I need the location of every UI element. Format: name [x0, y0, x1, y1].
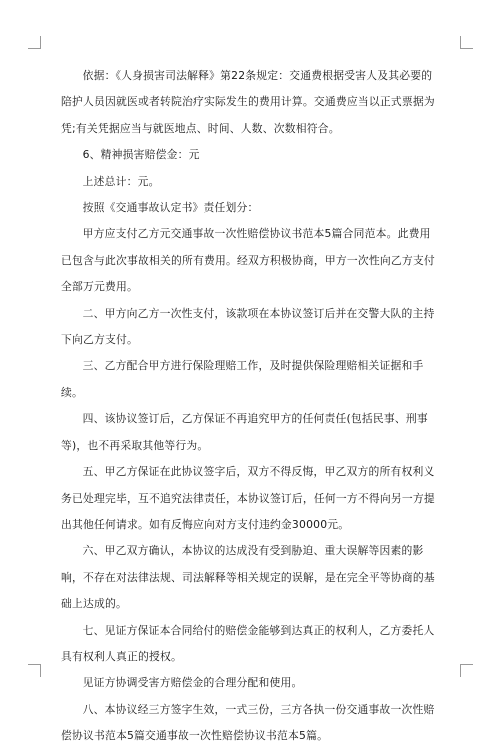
- crop-mark-top-right: [460, 36, 473, 49]
- paragraph-clause-6: 六、甲乙双方确认，本协议的达成没有受到胁迫、重大误解等因素的影响，不存在对法律法规、司法解释等相关规定的误解，是在完全平等协商的基础上达成的。: [61, 544, 435, 611]
- document-body: [61, 63, 441, 750]
- crop-mark-bottom-right: [460, 664, 473, 677]
- paragraph-legal-basis: 依据：《人身损害司法解释》第22条规定：交通费根据受害人及其必要的陪护人员因就医或者转院治疗实际发生的费用计算。交通费应当以正式票据为凭;有关凭据应当与就医地点、时间、人数、次数相符合。: [61, 69, 435, 135]
- paragraph-payment-amount: 甲方应支付乙方元交通事故一次性赔偿协议书范本5篇合同范本。此费用已包含与此次事故相关的所有费用。经双方积极协商，甲方一次性向乙方支付全部万元费用。: [61, 227, 435, 294]
- paragraph-total: 上述总计：元。: [82, 174, 160, 188]
- paragraph-clause-8: 八、本协议经三方签字生效，一式三份，三方各执一份交通事故一次性赔偿协议书范本5篇交通事故一次性赔偿协议书范本5篇。: [61, 702, 435, 743]
- paragraph-clause-5: 五、甲乙方保证在此协议签字后，双方不得反悔，甲乙双方的所有权利义务已处理完毕，互不追究法律责任，本协议签订后，任何一方不得向另一方提出其他任何请求。如有反悔应向对方支付违约金30000元。: [61, 465, 435, 531]
- paragraph-clause-3: 三、乙方配合甲方进行保险理赔工作，及时提供保险理赔相关证据和手续。: [61, 359, 424, 399]
- crop-mark-top-left: [28, 36, 41, 49]
- paragraph-clause-4: 四、该协议签订后，乙方保证不再追究甲方的任何责任(包括民事、刑事等)，也不再采取其他等行为。: [61, 412, 428, 452]
- paragraph-mental-damage: 6、精神损害赔偿金：元: [82, 148, 200, 162]
- paragraph-clause-7: 七、见证方保证本合同给付的赔偿金能够到达真正的权利人，乙方委托人具有权利人真正的授权。: [61, 623, 435, 663]
- paragraph-liability-division: 按照《交通事故认定书》责任划分：: [82, 201, 259, 215]
- paragraph-witness: 见证方协调受害方赔偿金的合理分配和使用。: [82, 676, 303, 690]
- crop-mark-bottom-left: [28, 664, 41, 677]
- paragraph-clause-2: 二、甲方向乙方一次性支付，该款项在本协议签订后并在交警大队的主持下向乙方支付。: [61, 306, 435, 347]
